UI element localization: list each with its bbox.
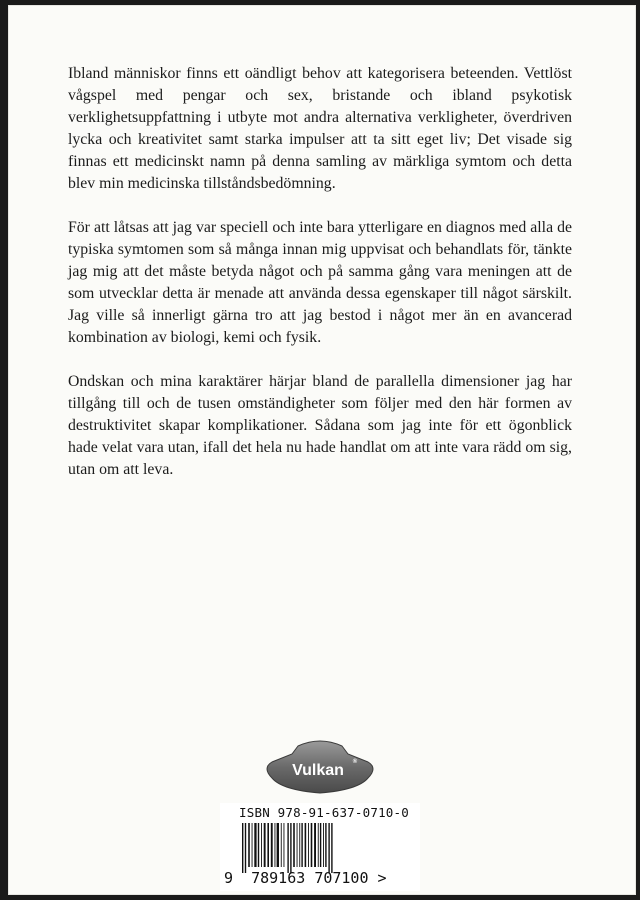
barcode-bar [275, 823, 276, 867]
barcode-digit-first: 9 [224, 869, 234, 887]
registered-mark: ® [352, 759, 358, 765]
isbn-barcode [220, 803, 420, 891]
isbn-label: ISBN 978-91-637-0710-0 [239, 805, 409, 820]
blurb-paragraph-1: Ibland människor finns ett oändligt behov att kategorisera beteenden. Vettlöst vågspel med pengar och sex, bristande och ibland psykotisk verklighetsuppfattning i utbyte mot andra alternativa verkligheter, överdriven lycka och kreativitet samt starka impulser att ta sitt eget liv; Det visade sig finnas ett medicinskt namn på denna samling av märkliga symtom och detta blev min medicinska tillståndsbedömning. [68, 65, 572, 192]
barcode-bar [301, 823, 302, 867]
barcode-bar [290, 823, 291, 873]
barcode-bar [281, 823, 282, 867]
barcode-bar [305, 823, 307, 867]
barcode-bar [284, 823, 285, 867]
barcode-digits-right: 707100 [314, 869, 369, 887]
publisher-logo [258, 738, 382, 798]
barcode-bar [242, 823, 243, 873]
barcode-bar [245, 823, 246, 873]
barcode-bar [323, 823, 324, 867]
blurb-paragraph-2: För att låtsas att jag var speciell och inte bara ytterligare en diagnos med alla de typiska symtomen som så många innan mig uppvisat och behandlats för, tänkte jag mig att det måste betyda något och på samma gång vara meningen att de som utvecklar detta är menade att använda dessa egenskaper till något särskilt. Jag ville så innerligt gärna tro att jag bestod i något mer än en avancerad kombination av biologi, kemi och fysik. [68, 219, 572, 346]
barcode-bar [258, 823, 259, 867]
barcode-bar [299, 823, 300, 867]
barcode-bar [254, 823, 256, 867]
barcode-bar [264, 823, 266, 867]
barcode-bar [261, 823, 262, 867]
publisher-name: Vulkan [292, 762, 344, 779]
barcode-bar [252, 823, 253, 867]
barcode-bar [318, 823, 319, 867]
barcode-bar [331, 823, 332, 873]
barcode-bar [328, 823, 329, 873]
barcode-bar [325, 823, 326, 867]
barcode-digits-left: 789163 [251, 869, 306, 887]
barcode-bar [287, 823, 288, 873]
barcode-bar [320, 823, 321, 867]
barcode-end-mark: > [377, 869, 387, 887]
blurb-paragraph-3: Ondskan och mina karaktärer härjar bland de parallella dimensioner jag har tillgång till och de tusen omständigheter som följer med den här formen av destruktivitet skapar komplikationer. Sådana som jag inte för ett ögonblick hade velat vara utan, ifall det hela nu hade handlat om att inte vara rädd om sig, utan om att leva. [68, 373, 572, 478]
barcode-bar [311, 823, 313, 867]
barcode-bar [314, 823, 316, 867]
barcode-bar [293, 823, 295, 867]
barcode-digits [224, 869, 420, 887]
barcode-bars [234, 823, 416, 873]
barcode-bar [277, 823, 279, 867]
barcode-bar [308, 823, 309, 867]
barcode-bar [248, 823, 250, 867]
barcode-bar [297, 823, 298, 867]
barcode-bar [271, 823, 273, 867]
barcode-bar [267, 823, 269, 867]
back-cover-blurb [68, 63, 572, 503]
